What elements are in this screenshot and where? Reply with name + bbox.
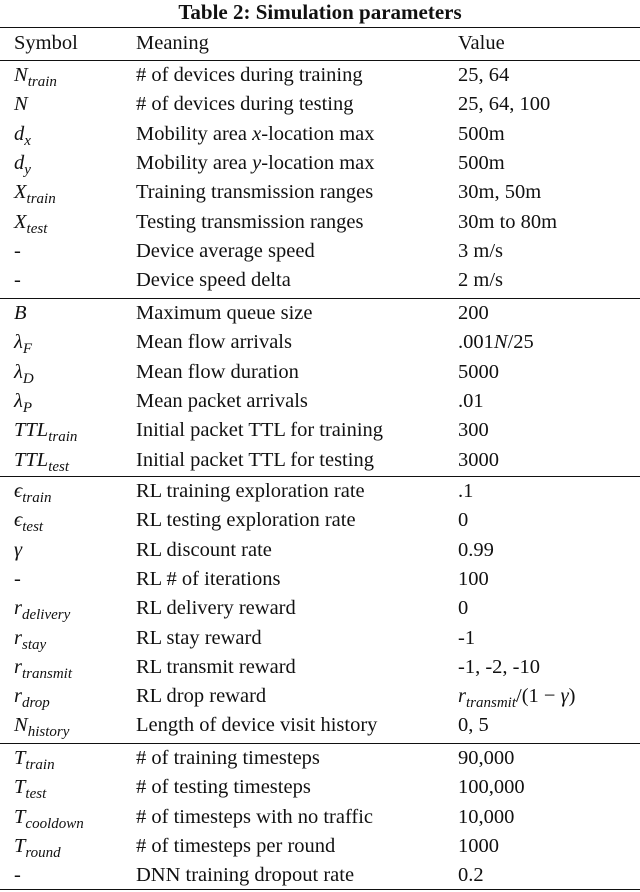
symbol-cell xyxy=(14,149,31,178)
symbol-main: d xyxy=(14,122,25,145)
symbol-main: r xyxy=(14,626,22,649)
meaning-cell: # of training timesteps xyxy=(136,747,320,769)
header-row xyxy=(0,29,640,58)
symbol-cell xyxy=(14,416,77,445)
header-value: Value xyxy=(458,32,505,54)
value-cell xyxy=(458,120,505,149)
symbol-subscript: train xyxy=(48,429,78,446)
symbol-main: N xyxy=(14,93,28,116)
symbol-main: ϵ xyxy=(14,509,23,532)
symbol-cell xyxy=(14,506,43,535)
symbol-main: - xyxy=(14,269,21,292)
value-part: /(1 − xyxy=(516,685,561,708)
meaning-cell: Initial packet TTL for training xyxy=(136,419,384,442)
table-row xyxy=(0,711,640,740)
symbol-main: - xyxy=(14,239,21,262)
symbol-subscript: test xyxy=(25,786,47,803)
symbol-subscript: train xyxy=(22,490,52,506)
table-row xyxy=(0,594,640,623)
symbol-main: N xyxy=(14,64,28,86)
meaning-cell: Mean packet arrivals xyxy=(136,389,308,412)
symbol-main: λ xyxy=(14,389,23,412)
symbol-cell xyxy=(14,61,57,90)
table-row xyxy=(0,208,640,237)
value-cell xyxy=(458,594,468,623)
value-part: 500m xyxy=(458,122,505,145)
header-meaning: Meaning xyxy=(136,32,209,54)
top-rule xyxy=(0,27,640,28)
value-part: 2 m/s xyxy=(458,269,503,292)
value-cell xyxy=(458,266,503,295)
symbol-cell xyxy=(14,446,69,475)
value-part: 1000 xyxy=(458,834,499,857)
symbol-subscript: history xyxy=(27,724,70,741)
symbol-cell xyxy=(14,624,46,653)
value-part: .001 xyxy=(458,331,494,354)
value-part: 100 xyxy=(458,567,489,590)
table-row xyxy=(0,149,640,178)
value-part: 30m to 80m xyxy=(458,210,558,233)
symbol-subscript: train xyxy=(26,191,56,208)
symbol-main: T xyxy=(14,834,26,857)
value-cell xyxy=(458,803,514,832)
value-part: 0.99 xyxy=(458,538,494,561)
meaning-cell: Device average speed xyxy=(136,239,315,262)
table-row xyxy=(0,861,640,890)
value-part: -1 xyxy=(458,626,476,649)
value-part: 25, 64, 100 xyxy=(458,93,551,116)
value-part: 200 xyxy=(458,302,489,324)
symbol-main: λ xyxy=(14,360,23,383)
value-part: 25, 64 xyxy=(458,64,510,86)
symbol-cell xyxy=(14,178,56,207)
value-cell xyxy=(458,861,484,890)
symbol-main: N xyxy=(14,714,28,737)
value-part: 300 xyxy=(458,419,489,442)
symbol-cell xyxy=(14,387,32,416)
value-part: N xyxy=(493,331,508,354)
table-row xyxy=(0,416,640,445)
table-row xyxy=(0,446,640,475)
symbol-main: T xyxy=(14,747,26,769)
table-row xyxy=(0,536,640,565)
value-cell xyxy=(458,624,475,653)
value-part: ) xyxy=(568,685,576,708)
symbol-cell xyxy=(14,237,21,266)
symbol-main: T xyxy=(14,776,26,799)
value-part: 0 xyxy=(458,509,469,532)
symbol-cell xyxy=(14,803,84,832)
meaning-cell xyxy=(136,149,375,178)
meaning-part: Mobility area xyxy=(136,122,253,145)
value-part: 0.2 xyxy=(458,864,484,887)
value-cell xyxy=(458,178,541,207)
value-part: 30m, 50m xyxy=(458,181,542,204)
value-part: .01 xyxy=(458,389,484,412)
symbol-main: X xyxy=(14,210,27,233)
symbol-main: X xyxy=(14,181,27,204)
table-row xyxy=(0,744,640,773)
value-part: 500m xyxy=(458,151,505,174)
value-part: 3 m/s xyxy=(458,239,503,262)
symbol-main: r xyxy=(14,685,22,708)
value-cell xyxy=(458,653,540,682)
symbol-cell xyxy=(14,208,47,237)
symbol-cell xyxy=(14,477,51,506)
symbol-subscript: drop xyxy=(21,695,50,712)
symbol-cell xyxy=(14,832,61,861)
symbol-cell xyxy=(14,565,21,594)
symbol-cell xyxy=(14,358,34,387)
meaning-part: -location max xyxy=(261,151,375,174)
value-cell xyxy=(458,446,499,475)
symbol-main: λ xyxy=(14,331,23,354)
value-cell xyxy=(458,477,473,506)
symbol-subscript: train xyxy=(27,74,57,90)
symbol-main: TTL xyxy=(14,419,49,442)
value-cell xyxy=(458,773,525,802)
value-cell xyxy=(458,416,489,445)
table-row xyxy=(0,506,640,535)
value-cell xyxy=(458,90,550,119)
symbol-cell xyxy=(14,682,50,711)
meaning-part: -location max xyxy=(261,122,375,145)
meaning-cell: Training transmission ranges xyxy=(136,181,374,204)
symbol-subscript: transmit xyxy=(21,665,72,682)
table-row xyxy=(0,61,640,90)
value-cell xyxy=(458,682,576,711)
meaning-cell: RL delivery reward xyxy=(136,597,296,620)
bottom-rule xyxy=(0,889,640,890)
value-cell xyxy=(458,61,509,90)
table-row xyxy=(0,266,640,295)
symbol-subscript: y xyxy=(24,161,31,178)
table-row xyxy=(0,328,640,357)
meaning-part: x xyxy=(252,122,262,145)
symbol-subscript: stay xyxy=(21,636,47,653)
value-part: 100,000 xyxy=(458,776,525,799)
meaning-cell: Maximum queue size xyxy=(136,302,313,324)
value-cell xyxy=(458,208,557,237)
meaning-cell: RL drop reward xyxy=(136,685,267,708)
meaning-cell: RL training exploration rate xyxy=(136,480,365,502)
value-part: 90,000 xyxy=(458,747,515,769)
table-row xyxy=(0,178,640,207)
value-cell xyxy=(458,711,489,740)
symbol-subscript: delivery xyxy=(21,607,71,624)
table-row xyxy=(0,237,640,266)
meaning-part: Mobility area xyxy=(136,151,253,174)
table-row xyxy=(0,773,640,802)
table-row xyxy=(0,299,640,328)
table-row xyxy=(0,120,640,149)
symbol-cell xyxy=(14,536,22,565)
value-part: 3000 xyxy=(458,448,499,471)
value-cell xyxy=(458,536,494,565)
symbol-main: - xyxy=(14,864,21,887)
value-part: 5000 xyxy=(458,360,499,383)
symbol-cell xyxy=(14,90,28,119)
value-part: /25 xyxy=(507,331,534,354)
symbol-main: γ xyxy=(14,538,23,561)
symbol-cell xyxy=(14,653,72,682)
value-cell xyxy=(458,149,505,178)
table-title: Table 2: Simulation parameters xyxy=(178,0,462,24)
symbol-subscript: test xyxy=(22,519,44,536)
value-cell xyxy=(458,299,489,328)
symbol-subscript: F xyxy=(22,341,33,358)
symbol-cell xyxy=(14,594,70,623)
meaning-cell: # of timesteps per round xyxy=(136,834,336,857)
table-row xyxy=(0,90,640,119)
meaning-cell: RL discount rate xyxy=(136,538,272,561)
symbol-subscript: test xyxy=(48,458,70,475)
symbol-subscript: cooldown xyxy=(25,815,84,832)
meaning-cell: RL transmit reward xyxy=(136,655,296,678)
table-row xyxy=(0,477,640,506)
meaning-cell: RL testing exploration rate xyxy=(136,509,356,532)
symbol-cell xyxy=(14,266,21,295)
symbol-main: r xyxy=(14,597,22,620)
value-part: γ xyxy=(560,685,569,708)
header-symbol: Symbol xyxy=(14,32,78,54)
meaning-part: y xyxy=(252,151,262,174)
symbol-main: d xyxy=(14,151,25,174)
meaning-cell: DNN training dropout rate xyxy=(136,864,355,887)
meaning-cell: # of timesteps with no traffic xyxy=(136,805,374,828)
symbol-cell xyxy=(14,299,27,328)
meaning-cell: Mean flow arrivals xyxy=(136,331,292,354)
value-part: .1 xyxy=(458,480,474,502)
value-cell xyxy=(458,565,489,594)
symbol-main: r xyxy=(14,655,22,678)
value-cell xyxy=(458,832,499,861)
table-row xyxy=(0,387,640,416)
value-cell xyxy=(458,506,468,535)
symbol-subscript: P xyxy=(22,399,33,416)
value-cell xyxy=(458,358,499,387)
symbol-subscript: test xyxy=(26,220,48,237)
table-row xyxy=(0,565,640,594)
symbol-subscript: round xyxy=(25,844,61,861)
symbol-main: ϵ xyxy=(14,480,23,502)
symbol-cell xyxy=(14,773,46,802)
meaning-cell: # of devices during testing xyxy=(136,93,354,116)
symbol-subscript: D xyxy=(22,370,34,387)
symbol-subscript: x xyxy=(24,132,31,149)
table-row xyxy=(0,803,640,832)
symbol-cell xyxy=(14,120,31,149)
value-part: r xyxy=(458,685,466,708)
symbol-cell xyxy=(14,861,21,890)
symbol-cell xyxy=(14,328,32,357)
value-part: 0 xyxy=(458,597,469,620)
symbol-main: T xyxy=(14,805,26,828)
symbol-main: TTL xyxy=(14,448,49,471)
value-cell xyxy=(458,328,534,357)
meaning-cell: RL stay reward xyxy=(136,626,262,649)
value-part: 10,000 xyxy=(458,805,515,828)
meaning-cell: # of devices during training xyxy=(136,64,363,86)
meaning-cell: # of testing timesteps xyxy=(136,776,311,799)
value-cell xyxy=(458,237,503,266)
meaning-cell: Initial packet TTL for testing xyxy=(136,448,374,471)
table-row xyxy=(0,682,640,711)
value-cell xyxy=(458,744,514,773)
symbol-main: B xyxy=(14,302,27,324)
table-row xyxy=(0,624,640,653)
value-cell xyxy=(458,387,484,416)
meaning-cell: RL # of iterations xyxy=(136,567,281,590)
symbol-subscript: train xyxy=(25,757,55,773)
meaning-cell: Testing transmission ranges xyxy=(136,210,364,233)
symbol-cell xyxy=(14,711,69,740)
value-part: -1, -2, -10 xyxy=(458,655,540,678)
value-part: 0, 5 xyxy=(458,714,489,737)
table-row xyxy=(0,653,640,682)
meaning-cell xyxy=(136,120,375,149)
meaning-cell: Length of device visit history xyxy=(136,714,378,737)
table-row xyxy=(0,832,640,861)
value-part: transmit xyxy=(465,695,516,712)
symbol-cell xyxy=(14,744,55,773)
meaning-cell: Mean flow duration xyxy=(136,360,299,383)
meaning-cell: Device speed delta xyxy=(136,269,291,292)
table-row xyxy=(0,358,640,387)
symbol-main: - xyxy=(14,567,21,590)
